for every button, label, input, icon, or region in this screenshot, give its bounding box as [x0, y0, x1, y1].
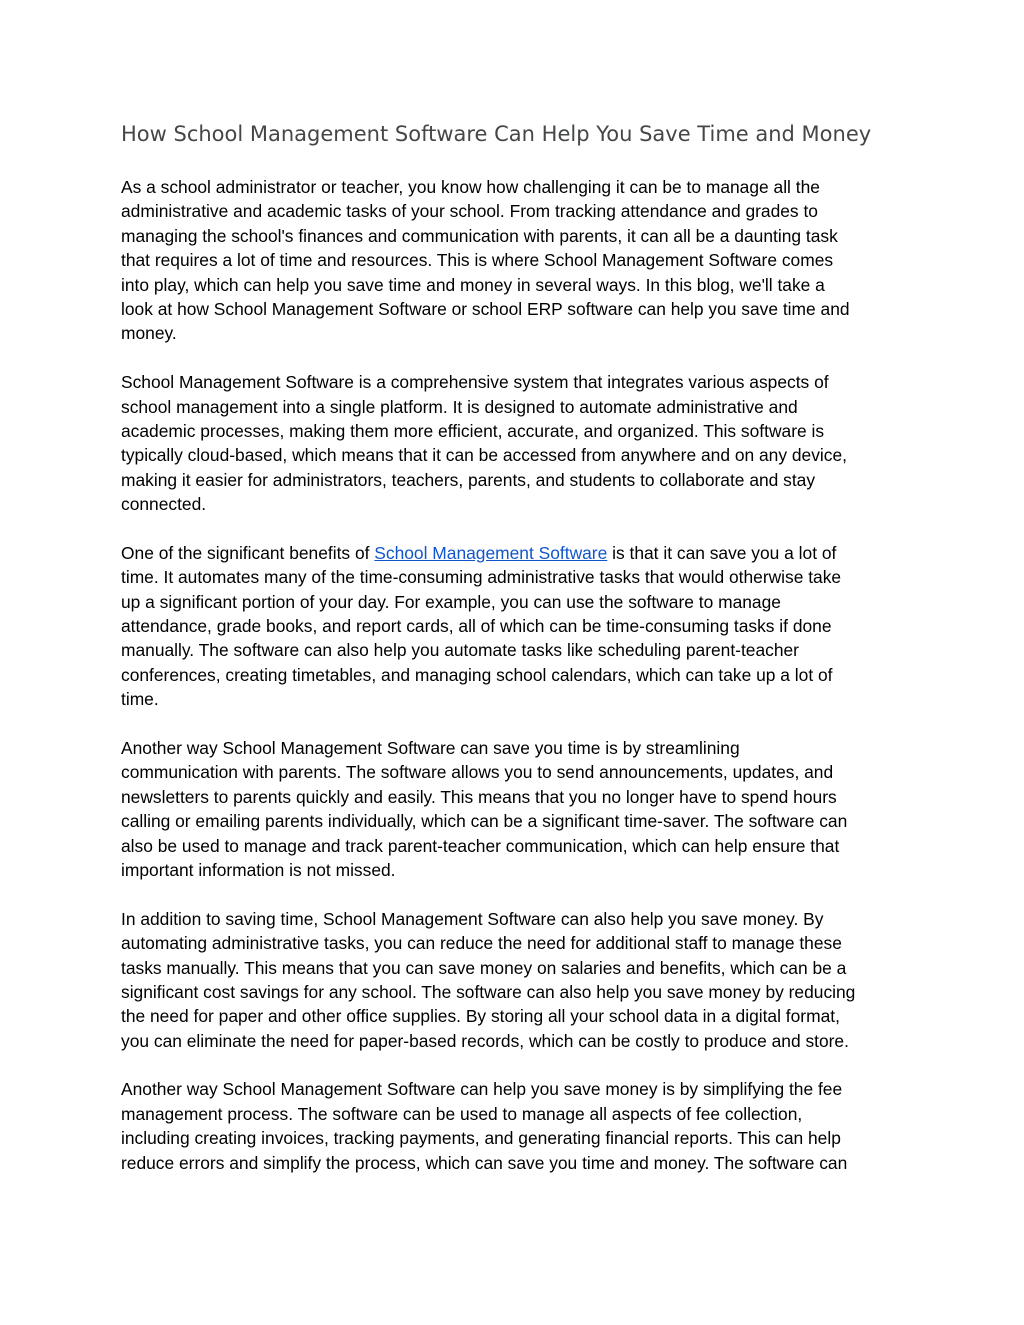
text-line: newsletters to parents quickly and easily. This means that you no longer have to spend hours: [121, 786, 837, 807]
text-line: administrative and academic tasks of your school. From tracking attendance and grades to: [121, 201, 818, 222]
text-line: you can eliminate the need for paper-based records, which can be costly to produce and store.: [121, 1030, 849, 1051]
text-line: including creating invoices, tracking payments, and generating financial reports. This can help: [121, 1128, 841, 1149]
text-line-with-link: [121, 541, 921, 565]
text-line: money.: [121, 323, 177, 344]
text-line: time.: [121, 689, 159, 710]
text-line: School Management Software is a comprehensive system that integrates various aspects of: [121, 372, 829, 393]
text-line: school management into a single platform. It is designed to automate administrative and: [121, 396, 798, 417]
text-line: look at how School Management Software or school ERP software can help you save time and: [121, 298, 850, 319]
text-line: academic processes, making them more efficient, accurate, and organized. This software is: [121, 420, 825, 441]
text-segment: is that it can save you a lot of: [607, 542, 837, 563]
text-line: automating administrative tasks, you can reduce the need for additional staff to manage these: [121, 933, 842, 954]
text-line: the need for paper and other office supplies. By storing all your school data in a digital format,: [121, 1006, 840, 1027]
text-line: attendance, grade books, and report cards, all of which can be time-consuming tasks if done: [121, 616, 832, 637]
text-line: communication with parents. The software allows you to send announcements, updates, and: [121, 762, 834, 783]
text-line: conferences, creating timetables, and managing school calendars, which can take up a lot of: [121, 664, 833, 685]
text-line: Another way School Management Software can help you save money is by simplifying the fee: [121, 1079, 843, 1100]
text-line: up a significant portion of your day. For example, you can use the software to manage: [121, 591, 781, 612]
text-line: management process. The software can be used to manage all aspects of fee collection,: [121, 1103, 803, 1124]
document-title: How School Management Software Can Help You Save Time and Money: [121, 122, 872, 146]
text-line: reduce errors and simplify the process, which can save you time and money. The software can: [121, 1152, 848, 1173]
paragraph-benefits: [121, 541, 921, 712]
text-line: making it easier for administrators, teachers, parents, and students to collaborate and stay: [121, 469, 816, 490]
school-management-software-link[interactable]: School Management Software: [374, 542, 608, 563]
text-line: into play, which can help you save time and money in several ways. In this blog, we'll take a: [121, 274, 825, 295]
text-line: time. It automates many of the time-consuming administrative tasks that would otherwise take: [121, 567, 842, 588]
text-segment: One of the significant benefits of: [121, 542, 375, 563]
paragraph-save-money: [121, 907, 921, 1053]
text-line: also be used to manage and track parent-teacher communication, which can help ensure that: [121, 835, 840, 856]
document-body: [121, 175, 921, 1199]
text-line: connected.: [121, 494, 207, 515]
text-line: manually. The software can also help you automate tasks like scheduling parent-teacher: [121, 640, 799, 661]
text-line: In addition to saving time, School Management Software can also help you save money. By: [121, 908, 824, 929]
paragraph-fee-management: [121, 1077, 921, 1175]
paragraph-definition: [121, 370, 921, 516]
text-line: tasks manually. This means that you can save money on salaries and benefits, which can be a: [121, 957, 847, 978]
text-line: calling or emailing parents individually, which can be a significant time-saver. The software can: [121, 811, 848, 832]
paragraph-communication: [121, 736, 921, 882]
text-line: that requires a lot of time and resources. This is where School Management Software comes: [121, 250, 834, 271]
text-line: typically cloud-based, which means that it can be accessed from anywhere and on any device,: [121, 445, 847, 466]
text-line: Another way School Management Software can save you time is by streamlining: [121, 737, 740, 758]
paragraph-intro: [121, 175, 921, 346]
text-line: significant cost savings for any school. The software can also help you save money by reducing: [121, 981, 856, 1002]
text-line: As a school administrator or teacher, you know how challenging it can be to manage all the: [121, 177, 820, 197]
text-line: managing the school's finances and communication with parents, it can all be a daunting task: [121, 225, 838, 246]
text-line: important information is not missed.: [121, 859, 396, 880]
